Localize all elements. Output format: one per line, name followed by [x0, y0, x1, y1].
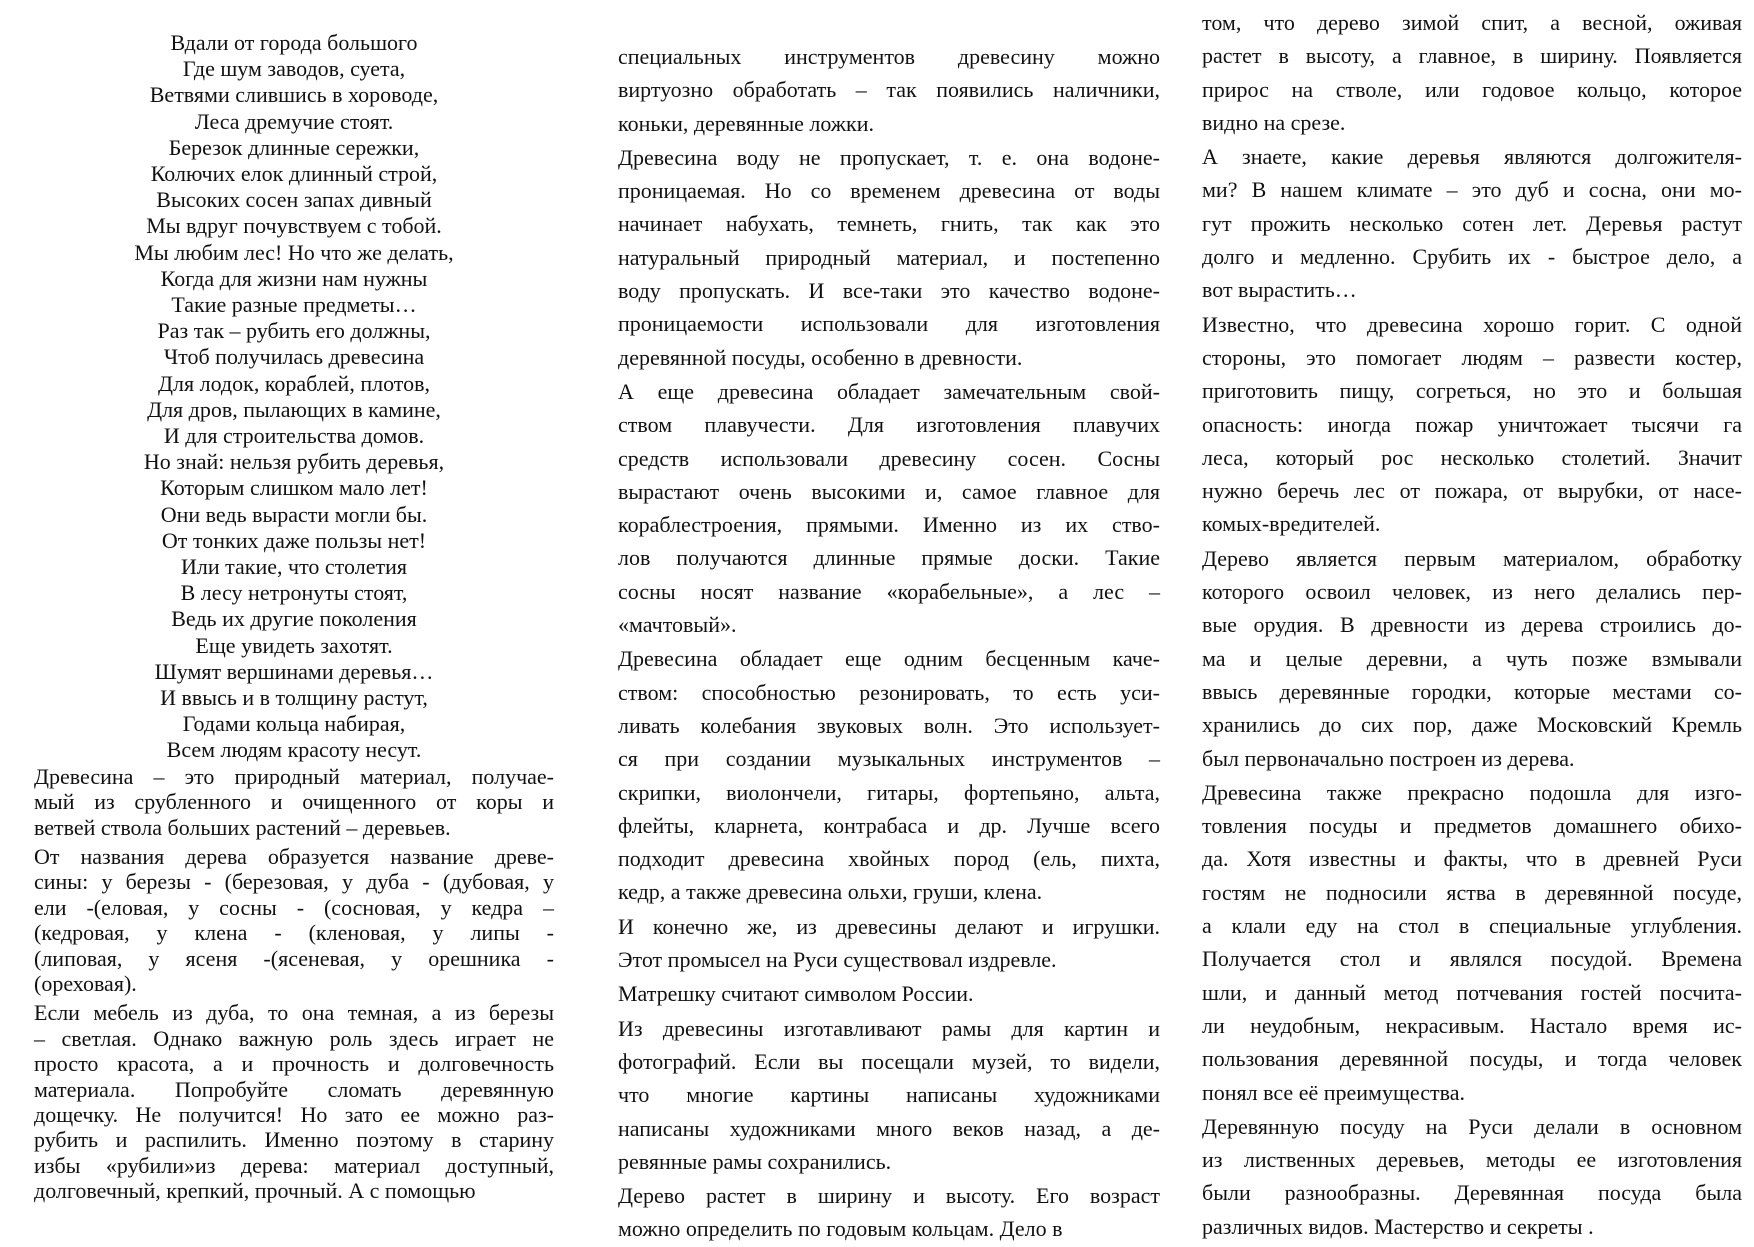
text-line: ввысь деревянные городки, которые местами со- [1202, 678, 1742, 704]
text-line: Из древесины изготавливают рамы для картин и [618, 1015, 1160, 1041]
text-line: вот вырастить… [1202, 277, 1357, 303]
text-line: Матрешку считают символом России. [618, 981, 974, 1007]
paragraph [34, 844, 554, 996]
text-line: написаны художниками много веков назад, а де- [618, 1115, 1160, 1141]
text-line: (ореховая). [34, 970, 137, 996]
poem-line: Раз так – рубить его должны, [157, 318, 431, 344]
poem-line: И для строительства домов. [163, 423, 425, 449]
paragraph [618, 1012, 1160, 1178]
text-line: товления посуды и предметов домашнего обихо- [1202, 813, 1742, 839]
text-line: «мачтовый». [618, 612, 737, 638]
text-line: из лиственных деревьев, методы ее изготовления [1202, 1147, 1742, 1173]
paragraph [618, 642, 1160, 908]
text-line: подходит древесина хвойных пород (ель, пихта, [618, 846, 1160, 872]
text-line: ством плавучести. Для изготовления плавучих [618, 412, 1160, 438]
text-line: ли неудобным, некрасивым. Настало время ис- [1202, 1012, 1742, 1038]
poem-line: Они ведь вырасти могли бы. [160, 501, 428, 527]
text-line: ством: способностью резонировать, то есть уси- [618, 679, 1160, 705]
text-line: опасность: иногда пожар уничтожает тысячи га [1202, 411, 1742, 437]
poem-line: Мы любим лес! Но что же делать, [134, 239, 454, 265]
paragraph [1202, 6, 1742, 139]
text-line: нужно беречь лес от пожара, от вырубки, от насе- [1202, 478, 1742, 504]
text-line: начинает набухать, темнеть, гнить, так как это [618, 211, 1160, 237]
text-line: стороны, это помогает людям – развести костер, [1202, 344, 1742, 370]
text-line: вырастают очень высокими и, самое главное для [618, 478, 1160, 504]
text-line: флейты, кларнета, контрабаса и др. Лучше всего [618, 812, 1160, 838]
text-line: Деревянную посуду на Руси делали в основном [1202, 1113, 1742, 1139]
paragraph [34, 1000, 554, 1203]
text-line: хранились до сих пор, даже Московский Кремль [1202, 712, 1742, 738]
text-line: специальных инструментов древесину можно [618, 44, 1160, 69]
paragraph [618, 40, 1160, 140]
text-line: кедр, а также древесина ольхи, груши, клена. [618, 879, 1043, 905]
text-line: комых-вредителей. [1202, 511, 1381, 537]
poem-line: Где шум заводов, суета, [182, 56, 406, 82]
poem-line: Чтоб получилась древесина [163, 344, 425, 370]
paragraph [1202, 1110, 1742, 1243]
text-line: проницаемая. Но со временем древесина от воды [618, 178, 1160, 204]
text-line: ма и целые деревни, а чуть позже взмывали [1202, 645, 1742, 671]
text-line: просто красота, а и прочность и долговечность [34, 1051, 554, 1077]
text-line: можно определить по годовым кольцам. Дело в [618, 1216, 1063, 1242]
text-line: натуральный природный материал, и постепенно [618, 244, 1160, 270]
text-line: Известно, что древесина хорошо горит. С одной [1202, 311, 1742, 337]
poem-line: Березок длинные сережки, [168, 134, 420, 160]
text-line: Этот промысел на Руси существовал издревле. [618, 947, 1057, 973]
text-line: гостям не подносили яства в деревянной посуде, [1202, 879, 1742, 905]
text-line: гут прожить несколько сотен лет. Деревья растут [1202, 210, 1742, 236]
text-line: был первоначально построен из дерева. [1202, 745, 1575, 771]
poem-line: От тонких даже пользы нет! [161, 527, 427, 553]
text-line: рубить и распилить. Именно поэтому в старину [34, 1127, 554, 1153]
text-line: ся при создании музыкальных инструментов – [618, 746, 1160, 772]
paragraph [618, 141, 1160, 374]
poem-line: Мы вдруг почувствуем с тобой. [146, 213, 442, 239]
poem-line: Когда для жизни нам нужны [160, 265, 428, 291]
poem-line: Еще увидеть захотят. [195, 632, 393, 658]
text-line: ели -(еловая, у сосны - (сосновая, у кедра – [34, 894, 554, 920]
poem [34, 30, 554, 764]
text-line: мый из срубленного и очищенного от коры и [34, 789, 554, 815]
paragraph [1202, 308, 1742, 541]
poem-line: Которым слишком мало лет! [160, 475, 428, 501]
text-line: растет в высоту, а главное, в ширину. Появляется [1202, 43, 1742, 69]
column-left-text [34, 764, 554, 1204]
text-line: да. Хотя известны и факты, что в древней Руси [1202, 846, 1742, 872]
poem-line: Высоких сосен запах дивный [156, 187, 432, 213]
paragraph [618, 375, 1160, 641]
text-line: дощечку. Не получится! Но зато ее можно раз- [34, 1101, 554, 1127]
column-middle [618, 40, 1160, 1247]
text-line: Если мебель из дуба, то она темная, а из березы [34, 1000, 554, 1026]
text-line: приготовить пищу, согреться, но это и большая [1202, 378, 1742, 404]
text-line: Древесина обладает еще одним бесценным каче- [618, 646, 1160, 672]
poem-line: Такие разные предметы… [171, 292, 417, 318]
text-line: которого освоил человек, из него делались пер- [1202, 579, 1742, 605]
text-line: Древесина – это природный материал, получае- [34, 763, 554, 789]
text-line: скрипки, виолончели, гитары, фортепьяно, альта, [618, 779, 1160, 805]
paragraph [34, 764, 554, 840]
text-line: виртуозно обработать – так появились наличники, [618, 77, 1160, 103]
text-line: воду пропускать. И все-таки это качество водоне- [618, 278, 1160, 304]
text-line: ветвей ствола больших растений – деревьев. [34, 814, 451, 840]
text-line: были разнообразны. Деревянная посуда была [1202, 1180, 1742, 1206]
text-line: шли, и данный метод потчевания гостей посчита- [1202, 979, 1742, 1005]
text-line: различных видов. Мастерство и секреты . [1202, 1213, 1594, 1239]
text-line: ревянные рамы сохранились. [618, 1148, 892, 1174]
text-line: вые орудия. В древности из дерева строились до- [1202, 612, 1742, 638]
column-right [1202, 6, 1742, 1244]
text-line: – светлая. Однако важную роль здесь играет не [34, 1025, 554, 1051]
text-line: От названия дерева образуется название древе- [34, 843, 554, 869]
text-line: что многие картины написаны художниками [618, 1082, 1160, 1108]
poem-line: Для дров, пылающих в камине, [147, 396, 441, 422]
poem-line: Вдали от города большого [170, 30, 418, 55]
poem-line: Но знай: нельзя рубить деревья, [143, 449, 445, 475]
text-line: сины: у березы - (березовая, у дуба - (дубовая, у [34, 869, 554, 895]
text-line: деревянной посуды, особенно в древности. [618, 344, 1023, 370]
text-line: Древесина также прекрасно подошла для изго- [1202, 779, 1742, 805]
text-line: (кедровая, у клена - (кленовая, у липы - [34, 920, 554, 946]
text-line: избы «рубили»из дерева: материал доступный, [34, 1152, 554, 1178]
text-line: сосны носят название «корабельные», а лес – [618, 578, 1160, 604]
poem-line: Ведь их другие поколения [171, 606, 417, 632]
text-line: А знаете, какие деревья являются долгожителя- [1202, 144, 1742, 170]
poem-line: Для лодок, кораблей, плотов, [157, 370, 430, 396]
text-line: И конечно же, из древесины делают и игрушки. [618, 913, 1160, 939]
text-line: материала. Попробуйте сломать деревянную [34, 1076, 554, 1102]
poem-line: Или такие, что столетия [181, 554, 407, 580]
text-line: коньки, деревянные ложки. [618, 110, 874, 136]
poem-line: В лесу нетронуты стоят, [180, 580, 408, 606]
paragraph [618, 910, 1160, 977]
text-line: лов получаются длинные прямые доски. Такие [618, 545, 1160, 571]
text-line: а клали еду на стол в специальные углубления. [1202, 913, 1742, 939]
text-line: понял все её преимущества. [1202, 1079, 1465, 1105]
paragraph [1202, 140, 1742, 306]
text-line: кораблестроения, прямыми. Именно из их ство- [618, 512, 1160, 538]
text-line: том, что дерево зимой спит, а весной, оживая [1202, 10, 1742, 35]
text-line: Дерево является первым материалом, обработку [1202, 545, 1742, 571]
paragraph [618, 1179, 1160, 1246]
text-line: прирос на стволе, или годовое кольцо, которое [1202, 76, 1742, 102]
poem-line: Всем людям красоту несут. [166, 737, 422, 763]
text-line: долго и медленно. Срубить их - быстрое дело, а [1202, 244, 1742, 270]
poem-line: Ветвями слившись в хороводе, [149, 82, 439, 108]
paragraph [1202, 542, 1742, 775]
text-line: средств использовали древесину сосен. Сосны [618, 445, 1160, 471]
paragraph [1202, 776, 1742, 1109]
text-line: долговечный, крепкий, прочный. А с помощью [34, 1178, 476, 1204]
text-line: леса, который рос несколько столетий. Значит [1202, 444, 1742, 470]
paragraph [618, 977, 1160, 1010]
text-line: пользования деревянной посуды, и тогда человек [1202, 1046, 1742, 1072]
text-line: (липовая, у ясеня -(ясеневая, у орешника - [34, 945, 554, 971]
poem-line: Колючих елок длинный строй, [150, 161, 438, 187]
text-line: Получается стол и являлся посудой. Времена [1202, 946, 1742, 972]
poem-line: И ввысь и в толщину растут, [160, 685, 428, 711]
poem-line: Леса дремучие стоят. [194, 108, 394, 134]
poem-line: Шумят вершинами деревья… [154, 658, 434, 684]
text-line: видно на срезе. [1202, 109, 1346, 135]
text-line: проницаемости использовали для изготовления [618, 311, 1160, 337]
text-line: А еще древесина обладает замечательным свой- [618, 378, 1160, 404]
text-line: фотографий. Если вы посещали музей, то видели, [618, 1048, 1160, 1074]
text-line: ливать колебания звуковых волн. Это использует- [618, 712, 1160, 738]
column-left [34, 30, 554, 1208]
text-line: Древесина воду не пропускает, т. е. она водоне- [618, 144, 1160, 170]
text-line: ми? В нашем климате – это дуб и сосна, они мо- [1202, 177, 1742, 203]
text-line: Дерево растет в ширину и высоту. Его возраст [618, 1183, 1160, 1209]
poem-line: Годами кольца набирая, [182, 711, 406, 737]
